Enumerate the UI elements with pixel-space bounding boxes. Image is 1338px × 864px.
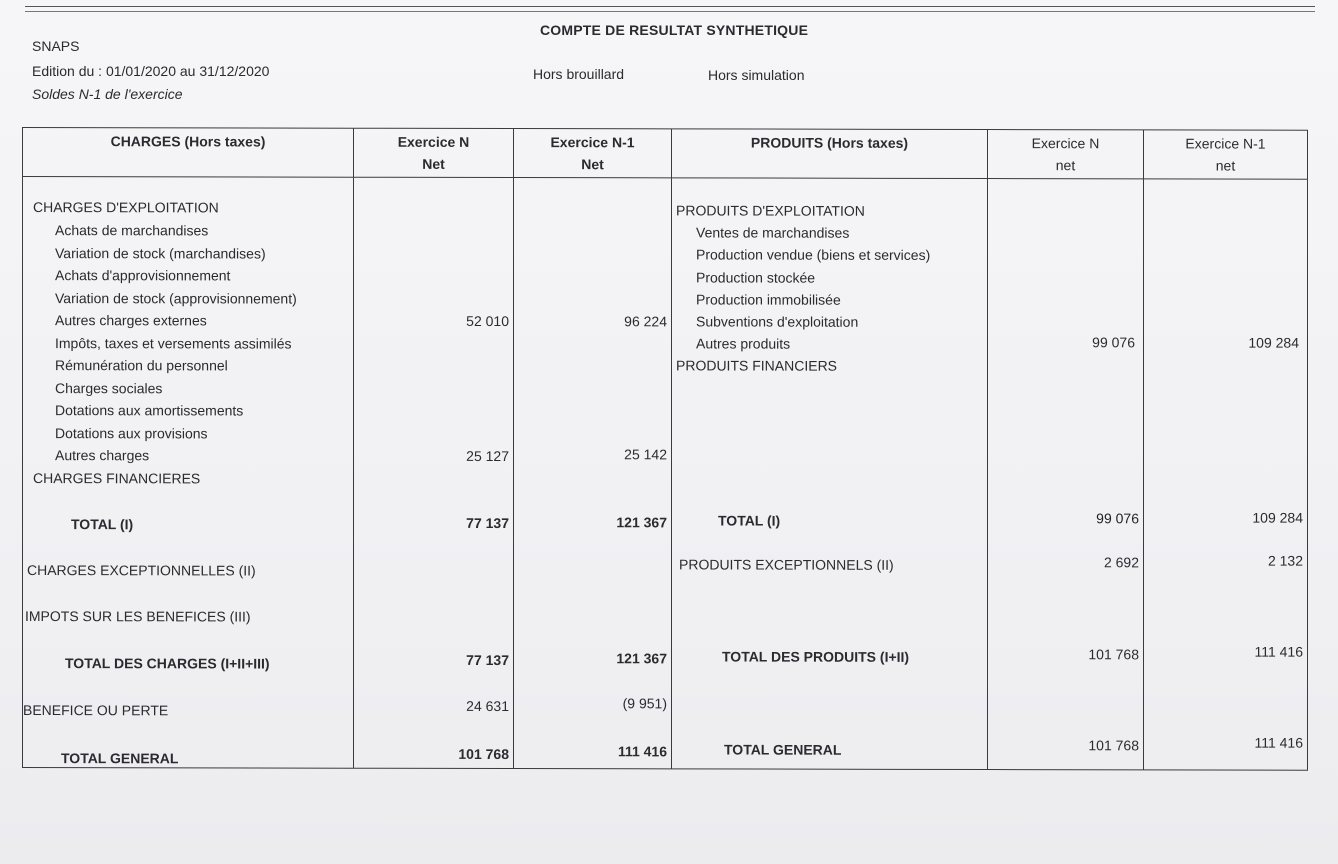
produits-ex-n-header: Exercice N net [988,130,1144,179]
variation-stock-approvisionnement-label: Variation de stock (approvisionnement) [55,290,297,307]
produits-labels-column [672,178,988,770]
produits-total-1-label: TOTAL (I) [718,512,781,529]
produits-ex-n1-column [1144,179,1308,770]
charges-ex-n1-header: Exercice N-1 Net [514,129,672,178]
autres-charges-n1: 25 142 [624,446,667,463]
top-rule-2 [25,11,1315,12]
produits-financiers-label: PRODUITS FINANCIERS [676,357,838,374]
autres-produits-n1: 109 284 [1248,334,1299,351]
soldes-note: Soldes N-1 de l'exercice [32,86,183,102]
income-statement-table [22,127,1308,771]
autres-produits-n: 99 076 [1092,334,1135,351]
autres-produits-label: Autres produits [696,335,791,352]
produits-ex-n1-header: Exercice N-1 net [1144,130,1308,179]
edition-period: Edition du : 01/01/2020 au 31/12/2020 [32,63,270,79]
production-immobilisee-label: Production immobilisée [696,291,841,308]
impots-benefices-label: IMPOTS SUR LES BENEFICES (III) [25,608,251,625]
total-produits-n: 101 768 [1088,646,1139,663]
charges-total-general-n: 101 768 [458,745,509,763]
charges-ex-n-header: Exercice N Net [354,128,514,177]
charges-labels-column [23,177,354,769]
total-charges-n: 77 137 [466,651,509,669]
autres-charges-label: Autres charges [55,447,150,464]
benefice-n1: (9 951) [622,695,667,712]
autres-charges-externes-n1: 96 224 [624,313,667,330]
charges-financieres-label: CHARGES FINANCIERES [33,470,201,487]
total-produits-label: TOTAL DES PRODUITS (I+II) [722,648,910,665]
brouillard-note: Hors brouillard [533,66,625,82]
ventes-marchandises-label: Ventes de marchandises [696,224,850,241]
produits-header: PRODUITS (Hors taxes) [672,129,988,179]
produits-total-general-n1: 111 416 [1254,734,1303,751]
autres-charges-externes-label: Autres charges externes [55,312,207,329]
charges-ex-n-column [354,177,514,768]
charges-total-1-n1: 121 367 [616,514,667,531]
company-name: SNAPS [32,38,80,54]
impots-taxes-label: Impôts, taxes et versements assimilés [55,335,292,352]
charges-total-general-n1: 111 416 [617,743,667,760]
top-rule [25,6,1315,7]
production-stockee-label: Production stockée [696,269,816,286]
total-charges-n1: 121 367 [616,650,667,667]
charges-total-general-label: TOTAL GENERAL [61,750,179,767]
charges-exploitation-label: CHARGES D'EXPLOITATION [33,199,219,216]
total-produits-n1: 111 416 [1254,643,1303,660]
dotations-provisions-label: Dotations aux provisions [55,425,208,442]
achats-marchandises-label: Achats de marchandises [55,222,209,239]
charges-ex-n1-column [514,178,672,769]
production-vendue-label: Production vendue (biens et services) [696,246,931,263]
remuneration-label: Rémunération du personnel [55,357,228,374]
charges-total-1-n: 77 137 [466,514,509,532]
produits-exploitation-label: PRODUITS D'EXPLOITATION [676,202,865,219]
total-charges-label: TOTAL DES CHARGES (I+II+III) [65,655,270,672]
benefice-perte-label: BENEFICE OU PERTE [23,702,169,719]
subventions-label: Subventions d'exploitation [696,313,859,330]
document-title: COMPTE DE RESULTAT SYNTHETIQUE [540,22,809,38]
table-body-row [23,177,1308,771]
table-header-row [23,128,1308,180]
produits-exceptionnels-label: PRODUITS EXCEPTIONNELS (II) [679,556,894,573]
autres-charges-externes-n: 52 010 [466,312,509,330]
produits-total-1-n1: 109 284 [1252,509,1303,526]
produits-exceptionnels-n1: 2 132 [1267,552,1303,569]
produits-ex-n-column [988,179,1144,770]
variation-stock-marchandises-label: Variation de stock (marchandises) [55,245,266,262]
charges-sociales-label: Charges sociales [55,380,163,397]
charges-total-1-label: TOTAL (I) [71,516,134,533]
achats-approvisionnement-label: Achats d'approvisionnement [55,267,231,284]
produits-total-1-n: 99 076 [1096,510,1139,527]
autres-charges-n: 25 127 [466,447,509,465]
produits-total-general-n: 101 768 [1088,737,1139,754]
dotations-amortissements-label: Dotations aux amortissements [55,402,244,419]
produits-exceptionnels-n: 2 692 [1103,554,1139,571]
benefice-n: 24 631 [466,697,509,715]
produits-total-general-label: TOTAL GENERAL [724,741,842,758]
charges-header: CHARGES (Hors taxes) [23,128,354,178]
charges-exceptionnelles-label: CHARGES EXCEPTIONNELLES (II) [27,562,256,579]
simulation-note: Hors simulation [708,67,805,83]
